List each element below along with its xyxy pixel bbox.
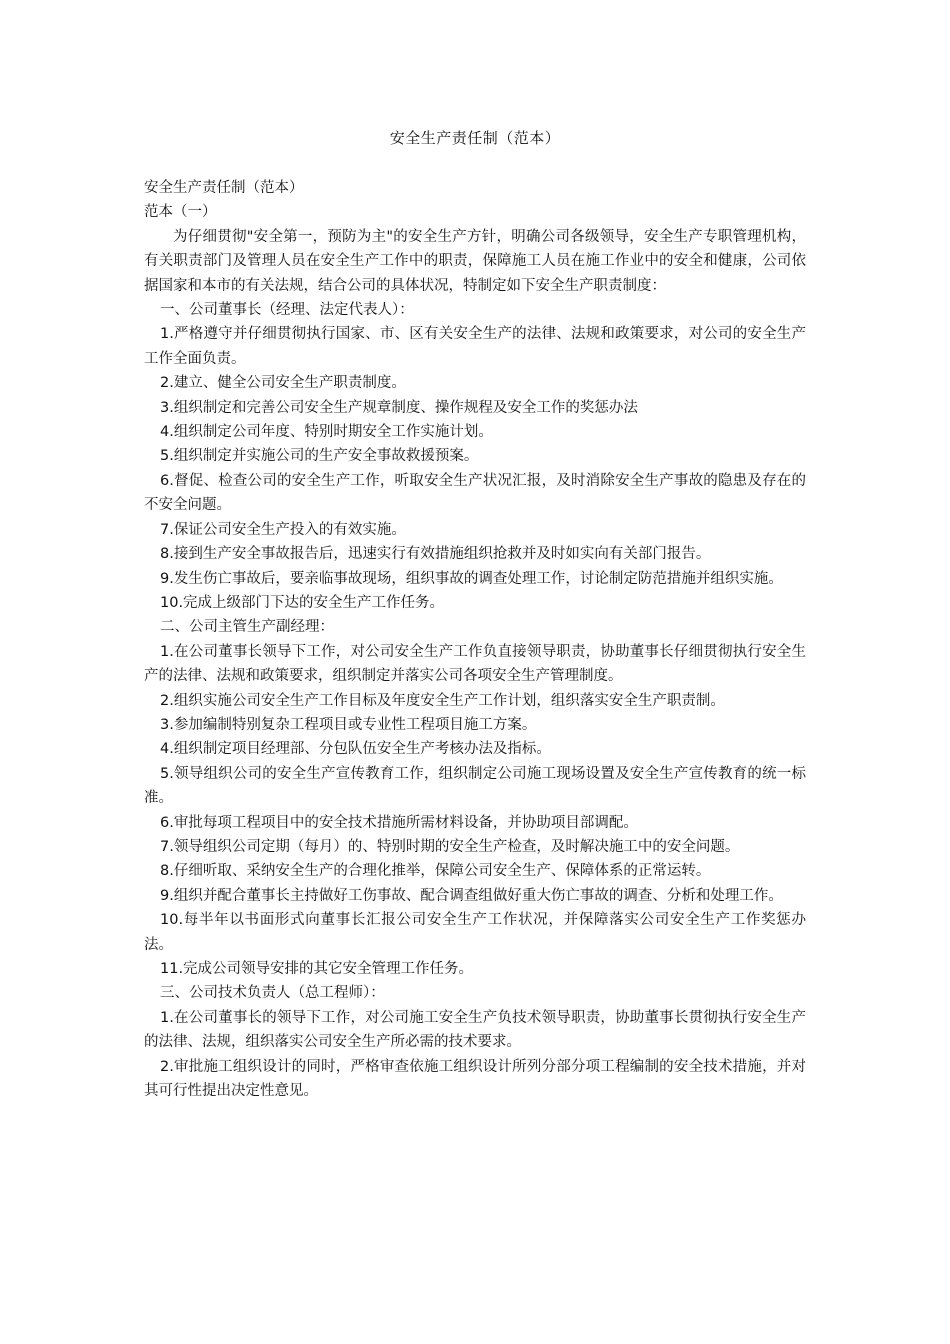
list-item: 9.组织并配合董事长主持做好工伤事故、配合调查组做好重大伤亡事故的调查、分析和处理工作。 [160,887,783,904]
list-item: 10.完成上级部门下达的安全生产工作任务。 [160,594,445,611]
list-item: 6.审批每项工程项目中的安全技术措施所需材料设备，并协助项目部调配。 [160,814,638,831]
list-item: 2.建立、健全公司安全生产职责制度。 [160,375,406,392]
list-item: 2.审批施工组织设计的同时，严格审查依施工组织设计所列分部分项工程编制的安全技术措施，并对其可行性提出决定性意见。 [144,1058,806,1100]
list-item: 5.领导组织公司的安全生产宣传教育工作，组织制定公司施工现场设置及安全生产宣传教育的统一标准。 [144,765,806,807]
list-item: 3.组织制定和完善公司安全生产规章制度、操作规程及安全工作的奖惩办法 [160,399,638,416]
list-item: 11.完成公司领导安排的其它安全管理工作任务。 [160,961,474,977]
section-heading: 三、公司技术负责人（总工程师）： [160,985,385,1002]
list-item: 4.组织制定项目经理部、分包队伍安全生产考核办法及指标。 [160,741,551,758]
list-item: 1.在公司董事长领导下工作，对公司安全生产工作负直接领导职责，协助董事长仔细贯彻执行安全生产的法律、法规和政策要求，组织制定并落实公司各项安全生产管理制度。 [144,643,806,685]
list-item: 6.督促、检查公司的安全生产工作，听取安全生产状况汇报，及时消除安全生产事故的隐患及存在的不安全问题。 [144,472,806,514]
list-item: 1.在公司董事长的领导下工作，对公司施工安全生产负技术领导职责，协助董事长贯彻执行安全生产的法律、法规，组织落实公司安全生产所必需的技术要求。 [144,1009,806,1051]
list-item: 9.发生伤亡事故后，要亲临事故现场，组织事故的调查处理工作，讨论制定防范措施并组织实施。 [160,570,783,587]
list-item: 3.参加编制特别复杂工程项目或专业性工程项目施工方案。 [160,716,537,733]
list-item: 1.严格遵守并仔细贯彻执行国家、市、区有关安全生产的法律、法规和政策要求，对公司的安全生产工作全面负责。 [144,326,806,367]
section-heading: 二、公司主管生产副经理： [160,619,334,636]
section-heading: 一、公司董事长（经理、法定代表人）： [160,302,414,319]
list-item: 7.领导组织公司定期（每月）的、特别时期的安全生产检查，及时解决施工中的安全问题。 [160,838,740,855]
list-item: 4.组织制定公司年度、特别时期安全工作实施计划。 [160,424,493,441]
document-page [144,126,806,1103]
document-title: 安全生产责任制（范本） [389,129,561,147]
list-item: 10.每半年以书面形式向董事长汇报公司安全生产工作状况，并保障落实公司安全生产工作奖惩办法。 [144,912,806,953]
intro-paragraph: 为仔细贯彻"安全第一，预防为主"的安全生产方针，明确公司各级领导，安全生产专职管理机构，有关职责部门及管理人员在安全生产工作中的职责，保障施工人员在施工作业中的安全和健康，公司依据国家和本市的有关法规，结合公司的具体状况，特制定如下安全生产职责制度： [144,228,806,294]
list-item: 8.仔细听取、采纳安全生产的合理化推举，保障公司安全生产、保障体系的正常运转。 [160,863,711,880]
list-item: 5.组织制定并实施公司的生产安全事故救援预案。 [160,448,479,465]
document-version: 范本（一） [144,204,217,221]
list-item: 7.保证公司安全生产投入的有效实施。 [160,521,406,538]
list-item: 2.组织实施公司安全生产工作目标及年度安全生产工作计划，组织落实安全生产职责制。 [160,692,725,709]
list-item: 8.接到生产安全事故报告后，迅速实行有效措施组织抢救并及时如实向有关部门报告。 [160,546,711,563]
document-subtitle: 安全生产责任制（范本） [144,180,304,196]
